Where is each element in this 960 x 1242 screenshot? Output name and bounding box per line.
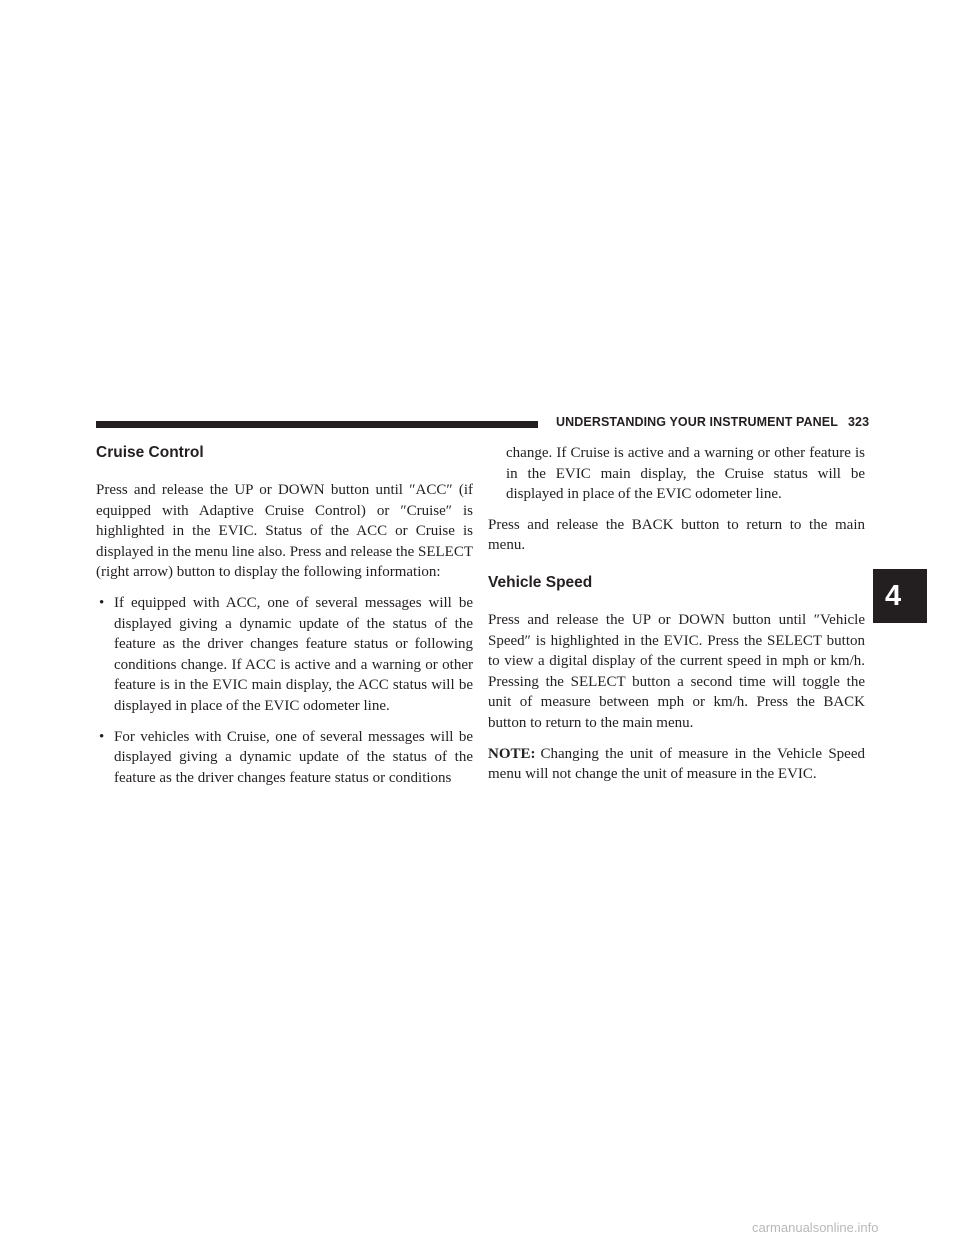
bullet-marker: • [99,594,105,611]
section-title: UNDERSTANDING YOUR INSTRUMENT PANEL [556,415,838,429]
chapter-tab: 4 [873,569,927,623]
header-rule [96,421,538,428]
bullet-text-cruise: For vehicles with Cruise, one of several messages will be displayed giving a dynamic update of the status of the feature as the driver changes feature status or conditions [114,728,473,786]
watermark: carmanualsonline.info [752,1220,879,1235]
vehicle-speed-heading: Vehicle Speed [488,573,593,591]
bullet-text-acc: If equipped with ACC, one of several messages will be displayed giving a dynamic update of the status of the feature as the driver changes feature status or following conditions change. If ACC is active and a warning or other feature is in the EVIC main display, the ACC status will be displayed in place of the EVIC odometer line. [114,594,473,714]
right-column [488,443,865,785]
page-number: 323 [847,415,870,429]
cruise-control-heading: Cruise Control [96,444,204,461]
back-paragraph: Press and release the BACK button to return to the main menu. [488,516,865,554]
note-label: NOTE: [488,745,536,762]
note-paragraph [488,744,865,785]
vehicle-speed-paragraph: Press and release the UP or DOWN button until ″Vehicle Speed″ is highlighted in the EVIC. Press the SELECT button to view a digital display of the current speed in mph or km/h. Pressing the SELECT button a second time will toggle the unit of measure between mph or km/h. Press the BACK button to return to the main menu. [488,611,865,731]
note-text: Changing the unit of measure in the Vehicle Speed menu will not change the unit of measure in the EVIC. [488,745,865,783]
bullet-marker: • [99,728,105,745]
bullet-continuation: change. If Cruise is active and a warning or other feature is in the EVIC main display, the Cruise status will be displayed in place of the EVIC odometer line. [506,445,865,503]
left-column [96,443,473,788]
cruise-control-intro: Press and release the UP or DOWN button until ″ACC″ (if equipped with Adaptive Cruise Control) or ″Cruise″ is highlighted in the EVIC. Status of the ACC or Cruise is displayed in the menu line also. Press and release the SELECT (right arrow) button to display the following information: [96,482,473,581]
list-item [96,593,473,717]
list-item [96,727,473,789]
running-header [556,415,870,429]
